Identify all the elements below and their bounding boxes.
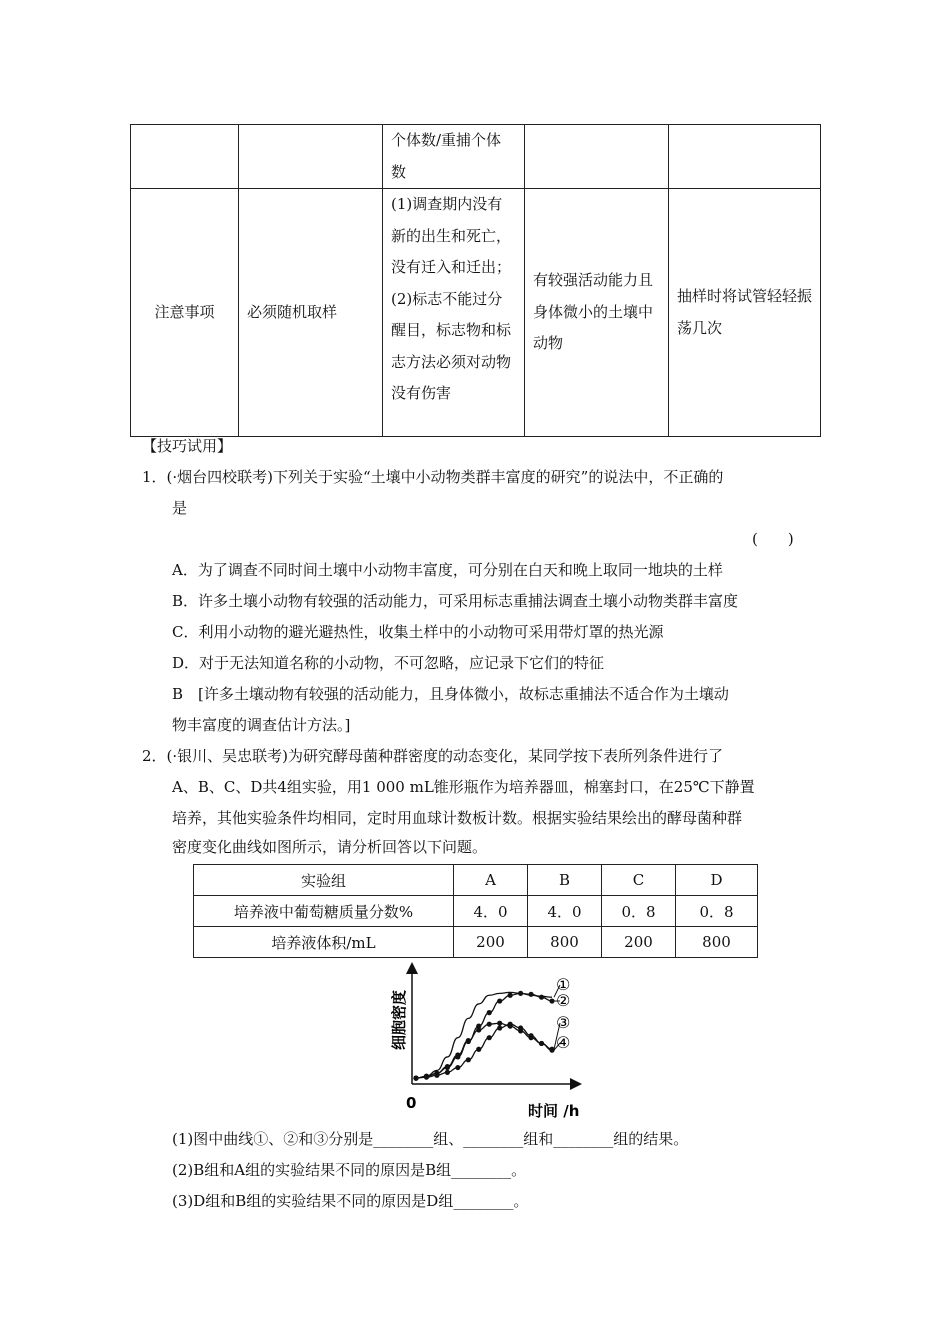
table-cell	[131, 125, 239, 189]
table-cell: 抽样时将试管轻轻振荡几次	[669, 189, 821, 437]
plot-area	[413, 975, 570, 1081]
data-point	[455, 1052, 460, 1057]
q1-answer-cont: 物丰富度的调查估计方法。]	[172, 716, 351, 734]
data-point	[476, 1047, 481, 1052]
data-point	[528, 992, 533, 997]
q1-answer-bracket: ( )	[752, 530, 794, 548]
table-row	[131, 189, 821, 437]
data-point	[549, 1048, 554, 1053]
series-label: ③	[556, 1013, 571, 1032]
table-cell	[669, 125, 821, 189]
data-point	[445, 1064, 450, 1069]
table-cell: D	[676, 865, 758, 896]
data-point	[466, 1038, 471, 1043]
table-row	[194, 896, 758, 927]
table-cell: 4．0	[454, 896, 528, 927]
q1-option-a: A．为了调查不同时间土壤中小动物丰富度，可分别在白天和晚上取同一地块的土样	[172, 561, 723, 579]
table-cell: 必须随机取样	[239, 189, 383, 437]
q2-stem-cont: 密度变化曲线如图所示，请分析回答以下问题。	[172, 838, 488, 856]
q2-stem: 2．(·银川、吴忠联考)为研究酵母菌种群密度的动态变化，某同学按下表所列条件进行了	[142, 747, 724, 765]
q1-stem-cont: 是	[172, 499, 188, 517]
table-cell: 培养液中葡萄糖质量分数%	[194, 896, 454, 927]
data-point	[434, 1073, 439, 1078]
table-cell: 800	[676, 927, 758, 958]
table-row	[194, 927, 758, 958]
data-point	[518, 991, 523, 996]
series-label: ①	[556, 975, 571, 994]
section-header: 【技巧试用】	[142, 437, 233, 455]
q2-sub3: (3)D组和B组的实验结果不同的原因是D组________。	[172, 1192, 529, 1210]
data-point	[539, 995, 544, 1000]
data-point	[497, 998, 502, 1003]
table-cell: 0．8	[676, 896, 758, 927]
data-point	[466, 1057, 471, 1062]
table-cell: (1)调查期内没有新的出生和死亡，没有迁入和迁出；(2)标志不能过分醒目，标志物和标志方法必须对动物没有伤害	[383, 189, 525, 437]
yeast-density-chart	[380, 962, 610, 1124]
q2-sub2: (2)B组和A组的实验结果不同的原因是B组________。	[172, 1161, 527, 1179]
data-point	[508, 993, 513, 998]
q2-sub1: (1)图中曲线①、②和③分别是________组、________组和________组的结果。	[172, 1130, 689, 1148]
x-axis-label: 时间 /h	[528, 1102, 580, 1120]
q1-option-d: D．对于无法知道名称的小动物，不可忽略，应记录下它们的特征	[172, 654, 605, 672]
table-cell: 800	[528, 927, 602, 958]
data-point	[424, 1075, 429, 1080]
y-axis-label: 细胞密度	[390, 989, 408, 1050]
table-cell	[525, 125, 669, 189]
origin-label: 0	[406, 1094, 417, 1112]
table-cell: C	[602, 865, 676, 896]
table-cell: 有较强活动能力且身体微小的土壤中动物	[525, 189, 669, 437]
q1-answer: B [许多土壤动物有较强的活动能力，且身体微小，故标志重捕法不适合作为土壤动	[172, 685, 729, 703]
table-cell: 个体数/重捕个体数	[383, 125, 525, 189]
table-cell-notes-label: 注意事项	[131, 189, 239, 437]
data-point	[518, 1025, 523, 1030]
data-point	[487, 1022, 492, 1027]
method-comparison-table	[130, 124, 821, 437]
data-point	[413, 1076, 418, 1081]
table-header-row	[194, 865, 758, 896]
table-cell: 4．0	[528, 896, 602, 927]
series-label: ④	[556, 1033, 571, 1052]
series-label: ②	[556, 991, 571, 1010]
table-cell: 200	[602, 927, 676, 958]
q2-stem-cont: A、B、C、D共4组实验，用1 000 mL锥形瓶作为培养器皿，棉塞封口，在25℃下静置	[172, 778, 755, 796]
data-point	[549, 998, 554, 1003]
table-cell: 0．8	[602, 896, 676, 927]
table-cell: B	[528, 865, 602, 896]
data-point	[476, 1027, 481, 1032]
data-point	[497, 1021, 502, 1026]
data-point	[528, 1033, 533, 1038]
data-point	[487, 1010, 492, 1015]
q1-option-c: C．利用小动物的避光避热性，收集土样中的小动物可采用带灯罩的热光源	[172, 623, 664, 641]
table-row	[131, 125, 821, 189]
table-cell: 培养液体积/mL	[194, 927, 454, 958]
data-point	[539, 1041, 544, 1046]
data-point	[497, 1025, 502, 1030]
table-cell	[239, 125, 383, 189]
q2-stem-cont: 培养，其他实验条件均相同，定时用血球计数板计数。根据实验结果绘出的酵母菌种群	[172, 809, 743, 827]
table-cell: 200	[454, 927, 528, 958]
table-cell: 实验组	[194, 865, 454, 896]
q1-stem: 1．(·烟台四校联考)下列关于实验“土壤中小动物类群丰富度的研究”的说法中，不正确的	[142, 468, 724, 486]
table-cell: A	[454, 865, 528, 896]
q1-option-b: B．许多土壤小动物有较强的活动能力，可采用标志重捕法调查土壤小动物类群丰富度	[172, 592, 739, 610]
experiment-table	[193, 864, 758, 958]
data-point	[445, 1070, 450, 1075]
data-point	[455, 1065, 460, 1070]
data-point	[508, 1022, 513, 1027]
data-point	[487, 1035, 492, 1040]
